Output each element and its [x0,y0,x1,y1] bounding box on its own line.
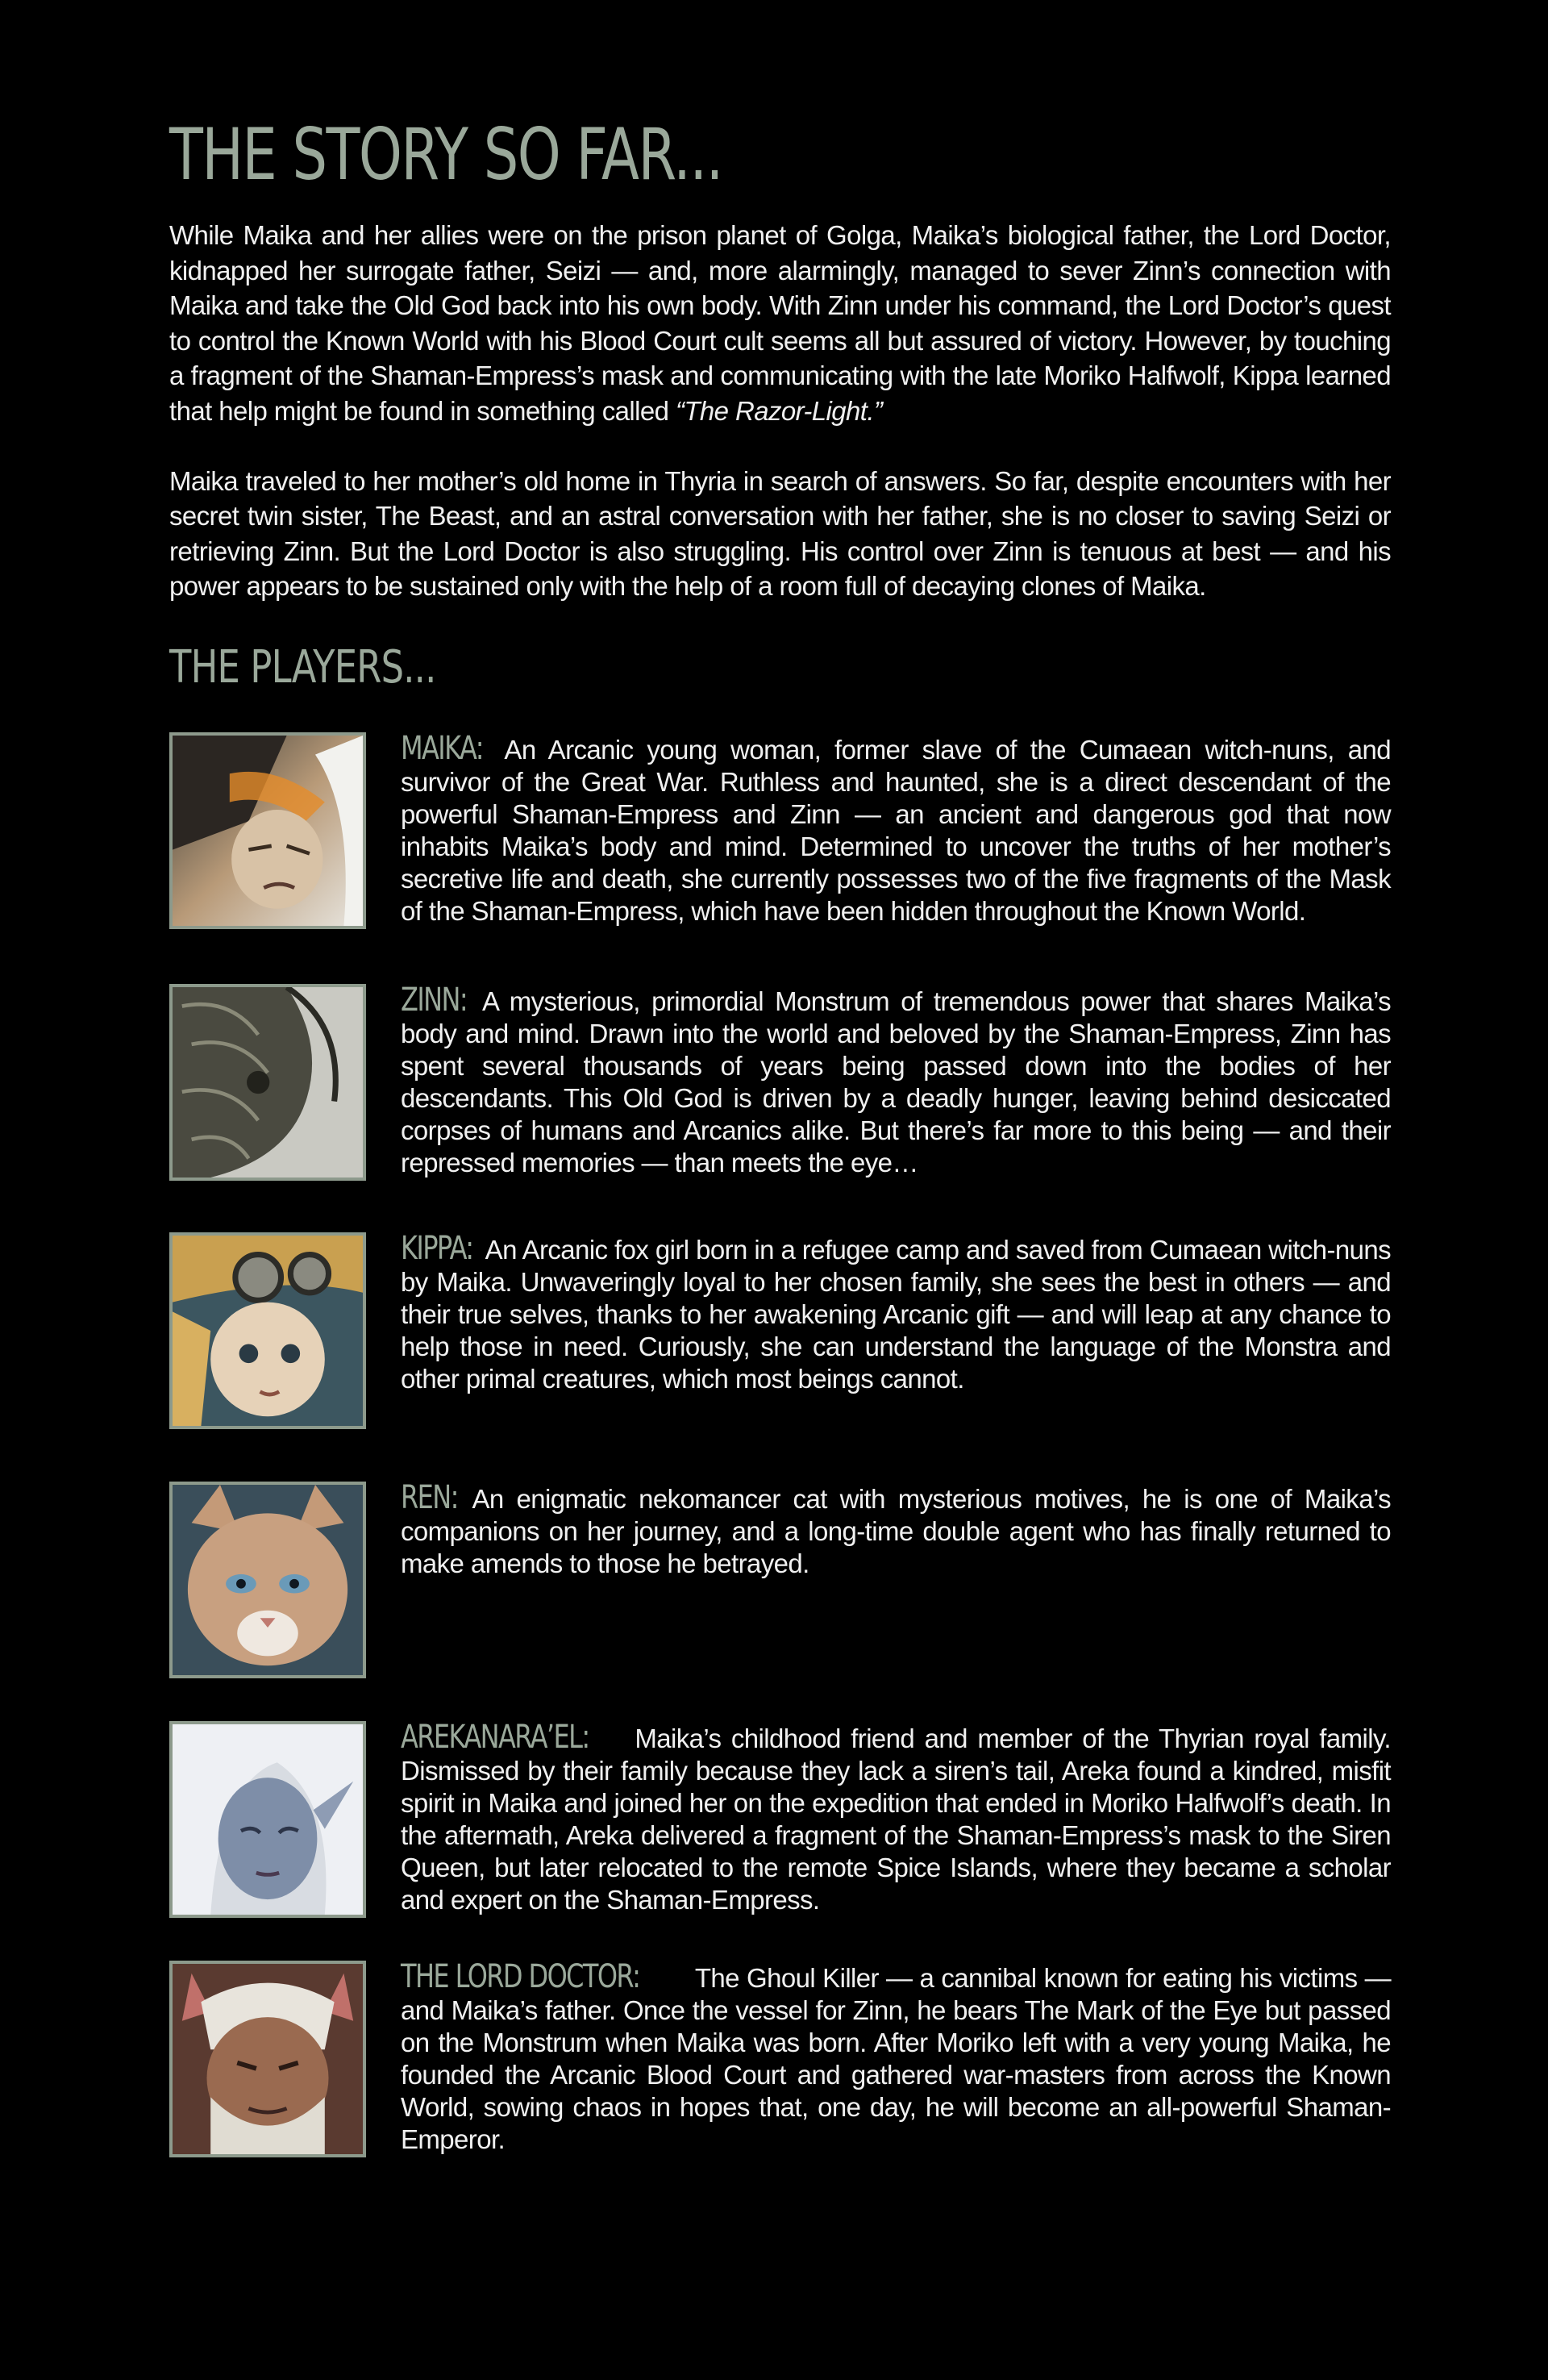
arekanarael-portrait-image [173,1724,363,1915]
story-paragraph-2: Maika traveled to her mother’s old home in Thyria in search of answers. So far, despite encounters with her secret twin sister, The Beast, and an astral conversation with her father, she is no closer to saving Seizi or retrieving Zinn. But the Lord Doctor is also struggling. His control over Zinn is tenuous at best — and his power appears to be sustained only with the help of a room full of decaying clones of Maika. [169,465,1391,602]
arekanarael-portrait [169,1721,366,1918]
lord-doctor-bio [401,1958,1391,2156]
lord-doctor-bio-text: The Ghoul Killer — a cannibal known for eating his victims — and Maika’s father. Once the vessel for Zinn, he bears The Mark of the Eye but passed on the Monstrum when Maika was born. After Moriko left with a very young Maika, he founded the Arcanic Blood Court and gathered war-masters from across the Known World, sowing chaos in hopes that, one day, he will become an all-powerful Shaman-Emperor. [401,1963,1391,2154]
arekanarael-bio-text: Maika’s childhood friend and member of the Thyrian royal family. Dismissed by their family because they lack a siren’s tail, Areka found a kindred, misfit spirit in Maika and joined her on the expedition that ended in Moriko Halfwolf’s death. In the aftermath, Areka delivered a fragment of the Shaman-Empress’s mask to the Siren Queen, but later relocated to the remote Spice Islands, where they became a scholar and expert on the Shaman-Empress. [401,1724,1391,1915]
kippa-bio [401,1232,1391,1395]
players-title: THE PLAYERS... [169,641,436,694]
story-summary [169,218,1391,639]
lord-doctor-name: THE LORD DOCTOR: [401,1958,640,1995]
ren-portrait-image [173,1485,363,1675]
zinn-bio [401,984,1391,1179]
lord-doctor-portrait-image [173,1964,363,2154]
zinn-portrait-image [173,987,363,1177]
maika-bio [401,732,1391,927]
arekanarael-name: AREKANARA’EL: [401,1719,589,1756]
arekanarael-bio [401,1721,1391,1916]
maika-bio-text: An Arcanic young woman, former slave of the Cumaean witch-nuns, and survivor of the Great War. Ruthless and haunted, she is a direct descendant of the powerful Shaman-Empress and Zinn — an ancient and dangerous god that now inhabits Maika’s body and mind. Determined to uncover the truths of her mother’s secretive life and death, she currently possesses two of the five fragments of the Mask of the Shaman-Empress, which have been hidden throughout the Known World. [401,735,1391,926]
ren-portrait [169,1482,366,1678]
zinn-name: ZINN: [401,982,468,1019]
ren-name: REN: [401,1479,458,1516]
kippa-portrait-image [173,1236,363,1426]
zinn-bio-text: A mysterious, primordial Monstrum of tremendous power that shares Maika’s body and mind. Drawn into the world and beloved by the Shaman-Empress, Zinn has spent several thousands of years being passed down into the bodies of her descendants. This Old God is driven by a deadly hunger, leaving behind desiccated corpses of humans and Arcanics alike. But there’s far more to this being — and their repressed memories — than meets the eye… [401,986,1392,1177]
maika-portrait-image [173,736,363,926]
maika-portrait [169,732,366,929]
kippa-name: KIPPA: [401,1230,473,1267]
story-paragraph-1 [169,218,1391,429]
ren-bio-text: An enigmatic nekomancer cat with mysterious motives, he is one of Maika’s companions on her journey, and a long-time double agent who has finally returned to make amends to those he betrayed. [401,1484,1391,1578]
maika-name: MAIKA: [401,730,483,767]
story-paragraph-1-text: While Maika and her allies were on the prison planet of Golga, Maika’s biological father, the Lord Doctor, kidnapped her surrogate father, Seizi — and, more alarmingly, managed to sever Zinn’s connection with Maika and take the Old God back into his own body. With Zinn under his command, the Lord Doctor’s quest to control the Known World with his Blood Court cult seems all but assured of victory. However, by touching a fragment of the Shaman-Empress’s mask and communicating with the late Moriko Halfwolf, Kippa learned that help might be found in something called [169,220,1391,426]
razor-light-quote: “The Razor-Light.” [675,395,883,426]
zinn-portrait [169,984,366,1181]
kippa-portrait [169,1232,366,1429]
lord-doctor-portrait [169,1961,366,2157]
story-title: THE STORY SO FAR... [169,113,722,196]
ren-bio [401,1479,1391,1580]
kippa-bio-text: An Arcanic fox girl born in a refugee camp and saved from Cumaean witch-nuns by Maika. Unwaveringly loyal to her chosen family, she sees the best in others — and their true selves, thanks to her awakening Arcanic gift — and will leap at any chance to help those in need. Curiously, she can understand the language of the Monstra and other primal creatures, which most beings cannot. [401,1235,1392,1394]
